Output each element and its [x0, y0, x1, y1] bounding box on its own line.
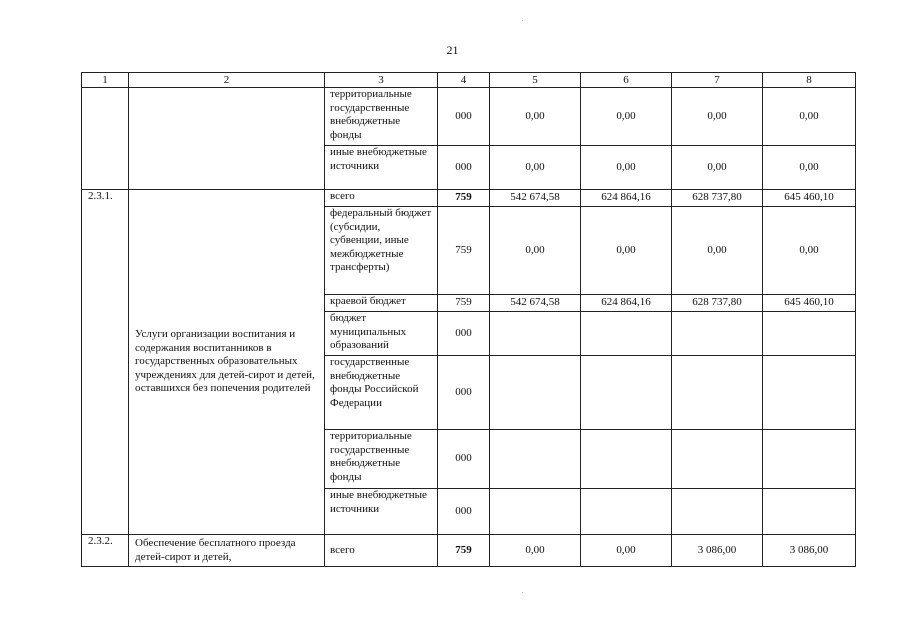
value-cell: 624 864,16: [581, 295, 672, 312]
value-cell: 0,00: [672, 207, 763, 295]
value-cell: [581, 430, 672, 489]
value-cell: [490, 489, 581, 535]
value-cell: 0,00: [581, 88, 672, 146]
column-header: 6: [581, 73, 672, 88]
value-cell: [581, 356, 672, 430]
scan-speck: [522, 20, 523, 21]
value-cell: 0,00: [490, 535, 581, 567]
value-cell: 542 674,58: [490, 295, 581, 312]
code-cell: 000: [438, 146, 490, 190]
value-cell: [763, 430, 856, 489]
value-cell: 0,00: [763, 88, 856, 146]
value-cell: 628 737,80: [672, 190, 763, 207]
value-cell: 0,00: [672, 146, 763, 190]
column-header: 4: [438, 73, 490, 88]
code-cell: 759: [438, 190, 490, 207]
table-row: [82, 190, 856, 207]
code-cell: 000: [438, 356, 490, 430]
funding-source: иные внебюджетные источники: [325, 146, 438, 190]
funding-source: территориальные государственные внебюджетные фонды: [325, 88, 438, 146]
value-cell: [581, 489, 672, 535]
value-cell: 0,00: [672, 88, 763, 146]
item-name-cell: [129, 88, 325, 190]
value-cell: 0,00: [763, 207, 856, 295]
code-cell: 000: [438, 489, 490, 535]
funding-source: иные внебюджетные источники: [325, 489, 438, 535]
funding-source: краевой бюджет: [325, 295, 438, 312]
value-cell: 0,00: [581, 207, 672, 295]
page-number: 21: [446, 43, 459, 57]
value-cell: 0,00: [490, 207, 581, 295]
value-cell: 542 674,58: [490, 190, 581, 207]
funding-source: федеральный бюджет (субсидии, субвенции, иные межбюджетные трансферты): [325, 207, 438, 295]
column-number-row: [82, 73, 856, 88]
value-cell: 624 864,16: [581, 190, 672, 207]
item-number: 2.3.1.: [82, 190, 129, 535]
value-cell: [581, 312, 672, 356]
table-row: [82, 88, 856, 146]
code-cell: 759: [438, 207, 490, 295]
value-cell: 0,00: [763, 146, 856, 190]
item-number-cell: [82, 88, 129, 190]
value-cell: 645 460,10: [763, 190, 856, 207]
column-header: 1: [82, 73, 129, 88]
value-cell: [672, 430, 763, 489]
code-cell: 000: [438, 430, 490, 489]
funding-source: территориальные государственные внебюджетные фонды: [325, 430, 438, 489]
value-cell: 645 460,10: [763, 295, 856, 312]
value-cell: 0,00: [490, 146, 581, 190]
value-cell: 628 737,80: [672, 295, 763, 312]
column-header: 2: [129, 73, 325, 88]
value-cell: [672, 356, 763, 430]
value-cell: 3 086,00: [672, 535, 763, 567]
value-cell: [672, 312, 763, 356]
code-cell: 000: [438, 88, 490, 146]
value-cell: 0,00: [581, 535, 672, 567]
funding-source: всего: [325, 190, 438, 207]
funding-source: государственные внебюджетные фонды Российской Федерации: [325, 356, 438, 430]
column-header: 5: [490, 73, 581, 88]
value-cell: [490, 312, 581, 356]
value-cell: [763, 356, 856, 430]
value-cell: [763, 489, 856, 535]
value-cell: [763, 312, 856, 356]
column-header: 3: [325, 73, 438, 88]
value-cell: 3 086,00: [763, 535, 856, 567]
code-cell: 000: [438, 312, 490, 356]
table-row: [82, 535, 856, 567]
item-name: Услуги организации воспитания и содержания воспитанников в государственных образовательных учреждениях для детей-сирот и детей, оставшихся без попечения родителей: [129, 190, 325, 535]
code-cell: 759: [438, 295, 490, 312]
value-cell: 0,00: [490, 88, 581, 146]
budget-table: [81, 72, 856, 567]
scan-speck: [522, 592, 523, 593]
funding-source: бюджет муниципальных образований: [325, 312, 438, 356]
funding-source: всего: [325, 535, 438, 567]
column-header: 8: [763, 73, 856, 88]
value-cell: [490, 356, 581, 430]
value-cell: 0,00: [581, 146, 672, 190]
value-cell: [490, 430, 581, 489]
item-number: 2.3.2.: [82, 535, 129, 567]
column-header: 7: [672, 73, 763, 88]
code-cell: 759: [438, 535, 490, 567]
item-name: Обеспечение бесплатного проезда детей-сирот и детей,: [129, 535, 325, 567]
value-cell: [672, 489, 763, 535]
